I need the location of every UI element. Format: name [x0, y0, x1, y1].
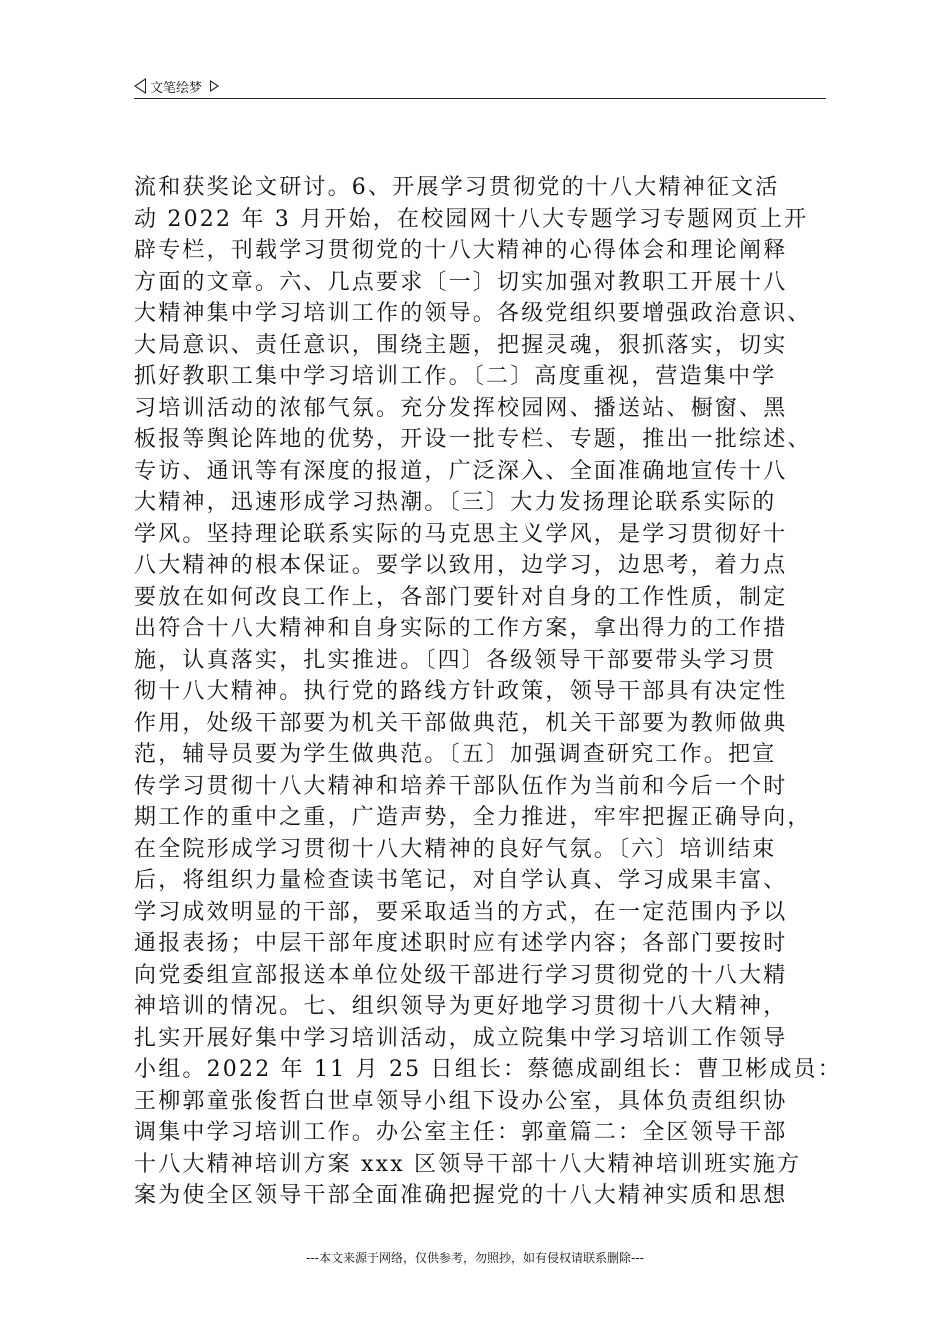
document-body	[134, 172, 842, 1212]
text-line: 八大精神的根本保证。要学以致用，边学习，边思考，着力点	[134, 553, 788, 578]
text-line: 神培训的情况。七、组织领导为更好地学习贯彻十八大精神，	[134, 994, 788, 1019]
text-line: 作用，处级干部要为机关干部做典范，机关干部要为教师做典	[134, 710, 788, 736]
text-line: 期工作的重中之重，广造声势，全力推进，牢牢把握正确导向，	[134, 805, 812, 830]
text-line: 施，认真落实，扎实推进。〔四〕各级领导干部要带头学习贯	[134, 647, 777, 673]
text-line: 小组。2022 年 11 月 25 日组长：蔡德成副组长：曹卫彬成员：	[134, 1057, 842, 1082]
text-line: 范，辅导员要为学生做典范。〔五〕加强调查研究工作。把宣	[134, 742, 777, 767]
text-line: 辟专栏，刊载学习贯彻党的十八大精神的心得体会和理论阐释	[134, 238, 788, 263]
text-line: 彻十八大精神。执行党的路线方针政策，领导干部具有决定性	[134, 679, 788, 704]
page-header	[134, 74, 824, 98]
text-line: 大局意识、责任意识，围绕主题，把握灵魂，狠抓落实，切实	[134, 332, 788, 358]
footer-notice: ---本文来源于网络，仅供参考，勿照抄，如有侵权请联系删除---	[306, 1251, 644, 1265]
text-line: 向党委组宣部报送本单位处级干部进行学习贯彻党的十八大精	[134, 962, 788, 988]
triangle-left-icon	[134, 78, 146, 94]
text-line: 抓好教职工集中学习培训工作。〔二〕高度重视，营造集中学	[134, 364, 777, 389]
header-divider	[134, 98, 826, 99]
text-line: 后，将组织力量检查读书笔记，对自学认真、学习成果丰富、	[134, 868, 788, 893]
text-line: 板报等舆论阵地的优势，开设一批专栏、专题，推出一批综述、	[134, 427, 812, 452]
text-line: 扎实开展好集中学习培训活动，成立院集中学习培训工作领导	[134, 1025, 788, 1051]
text-line: 王柳郭童张俊哲白世卓领导小组下设办公室，具体负责组织协	[134, 1088, 788, 1114]
text-line: 十八大精神培训方案 xxx 区领导干部十八大精神培训班实施方	[134, 1151, 802, 1177]
text-line: 学风。坚持理论联系实际的马克思主义学风，是学习贯彻好十	[134, 521, 788, 547]
text-line: 大精神，迅速形成学习热潮。〔三〕大力发扬理论联系实际的	[134, 490, 777, 515]
text-line: 动 2022 年 3 月开始，在校园网十八大专题学习专题网页上开	[134, 206, 809, 232]
header-title: 文笔绘梦	[150, 80, 203, 96]
text-line: 传学习贯彻十八大精神和培养干部队伍作为当前和今后一个时	[134, 773, 788, 799]
text-line: 方面的文章。六、几点要求〔一〕切实加强对教职工开展十八	[134, 269, 788, 295]
text-line: 要放在如何改良工作上，各部门要针对自身的工作性质，制定	[134, 584, 788, 610]
text-line: 调集中学习培训工作。办公室主任：郭童篇二：全区领导干部	[134, 1120, 788, 1145]
text-line: 通报表扬；中层干部年度述职时应有述学内容；各部门要按时	[134, 931, 788, 956]
text-line: 学习成效明显的干部，要采取适当的方式，在一定范围内予以	[134, 899, 788, 925]
text-line: 出符合十八大精神和自身实际的工作方案，拿出得力的工作措	[134, 616, 788, 641]
text-line: 流和获奖论文研讨。6、开展学习贯彻党的十八大精神征文活	[134, 175, 780, 200]
text-line: 在全院形成学习贯彻十八大精神的良好气氛。〔六〕培训结束	[134, 836, 777, 862]
text-line: 大精神集中学习培训工作的领导。各级党组织要增强政治意识、	[134, 301, 812, 326]
triangle-right-icon	[210, 80, 219, 92]
text-line: 专访、通讯等有深度的报道，广泛深入、全面准确地宣传十八	[134, 458, 788, 484]
text-line: 习培训活动的浓郁气氛。充分发挥校园网、播送站、橱窗、黑	[134, 395, 788, 421]
text-line: 案为使全区领导干部全面准确把握党的十八大精神实质和思想	[134, 1183, 788, 1208]
